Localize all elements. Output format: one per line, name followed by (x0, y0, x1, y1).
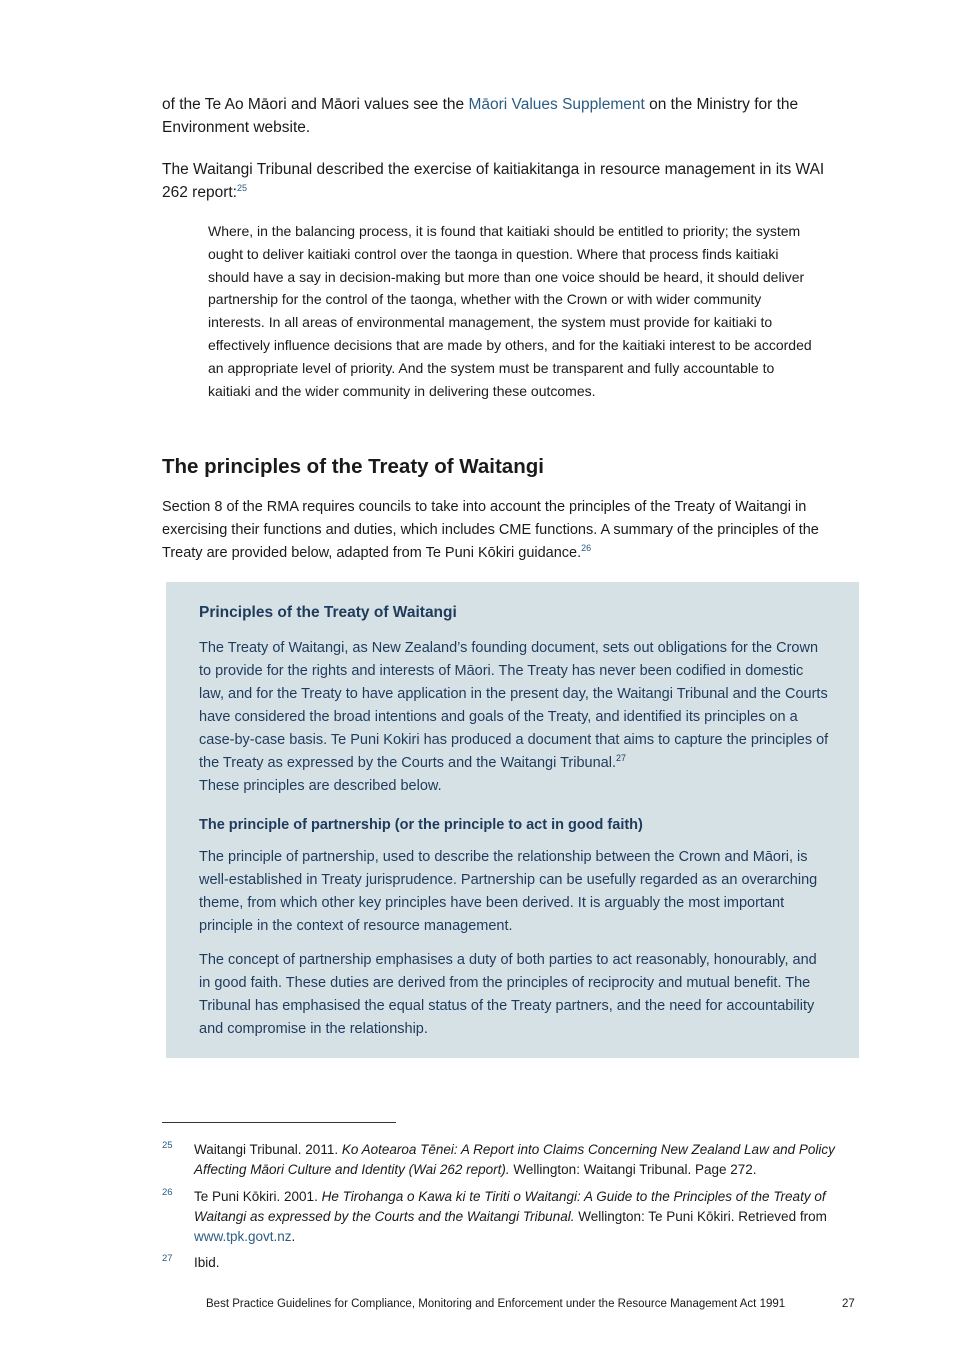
intro-text-2: The Waitangi Tribunal described the exercise of kaitiakitanga in resource management in its WAI 262 report: (162, 161, 825, 201)
principles-callout-box (166, 582, 859, 1058)
box-paragraph-1 (199, 637, 829, 798)
box-paragraph-1-tail: These principles are described below. (199, 778, 442, 794)
footnote-end: . (291, 1229, 296, 1244)
footnote-number: 26 (162, 1187, 173, 1198)
footnote-ref-26[interactable]: 26 (581, 542, 592, 553)
footnote-author: Te Puni Kōkiri. 2001. (194, 1189, 322, 1204)
section-body-text: Section 8 of the RMA requires councils to take into account the principles of the Treaty of Waitangi in exercising their functions and duties, which includes CME functions. A summary of the principles of the Treaty are provided below, adapted from Te Puni Kōkiri guidance. (162, 499, 819, 561)
intro-text-continued: on the Ministry for the Environment website. (162, 96, 799, 136)
box-subheading: The principle of partnership (or the principle to act in good faith) (199, 817, 643, 833)
footnote-divider (162, 1122, 396, 1123)
footnote-title: Ko Aotearoa Tēnei: A Report into Claims Concerning New Zealand Law and Policy Affecting Māori Culture and Identity (Wai 262 report). (194, 1142, 835, 1177)
footnote-author: Waitangi Tribunal. 2011. (194, 1142, 342, 1157)
page-footer (206, 1298, 856, 1310)
footnote-title: He Tirohanga o Kawa ki te Tiriti o Waitangi: A Guide to the Principles of the Treaty of Waitangi as expressed by the Courts and the Waitangi Tribunal. (194, 1189, 826, 1224)
tpk-website-link[interactable]: www.tpk.govt.nz (194, 1229, 292, 1244)
intro-text: of the Te Ao Māori and Māori values see the (162, 96, 469, 113)
box-paragraph-2: The principle of partnership, used to describe the relationship between the Crown and Māori, is well-established in Treaty jurisprudence. Partnership can be usefully regarded as an overarching theme, from which other key principles have been derived. It is arguably the most important principle in the context of resource management. (199, 849, 818, 934)
block-quote: Where, in the balancing process, it is found that kaitiaki should be entitled to priority; the system ought to deliver kaitiaki control over the taonga in question. Where that process finds kaitiaki should have a say in decision-making but more than one voice should be heard, it should deliver partnership for the control of the taonga, whether with the Crown or with wider community interests. In all areas of environmental management, the system must provide for kaitiaki to effectively influence decisions that are made by others, and for the kaitiaki interest to be accorded an appropriate level of priority. And the system must be transparent and fully accountable to kaitiaki and the wider community in delivering these outcomes. (208, 223, 812, 399)
footnote-publisher: Wellington: Te Puni Kōkiri. Retrieved from (574, 1209, 827, 1224)
section-heading: The principles of the Treaty of Waitangi (162, 455, 544, 478)
intro-paragraph-1 (162, 93, 852, 139)
footnote-publisher: Wellington: Waitangi Tribunal. Page 272. (509, 1162, 757, 1177)
box-paragraph-3: The concept of partnership emphasises a duty of both parties to act reasonably, honourably, and in good faith. These duties are derived from the principles of reciprocity and mutual benefit. The Tribunal has emphasised the equal status of the Treaty partners, and the need for accountability and compromise in the relationship. (199, 952, 817, 1037)
footnote-number: 27 (162, 1253, 173, 1264)
footer-title: Best Practice Guidelines for Compliance, Monitoring and Enforcement under the Resource Management Act 1991 (206, 1298, 786, 1310)
footnote-text (194, 1187, 844, 1247)
box-paragraph-1-text: The Treaty of Waitangi, as New Zealand’s founding document, sets out obligations for the Crown to provide for the rights and interests of Māori. The Treaty has never been codified in domestic law, and for the Treaty to have application in the present day, the Waitangi Tribunal and the Courts have considered the broad intentions and goals of the Treaty, and identified its principles on a case-by-case basis. Te Puni Kokiri has produced a document that aims to capture the principles of the Treaty as expressed by the Courts and the Waitangi Tribunal. (199, 640, 829, 771)
page-number: 27 (842, 1298, 855, 1310)
intro-paragraph-2 (162, 158, 852, 204)
section-body (162, 496, 852, 564)
footnote-text: Ibid. (194, 1255, 220, 1270)
footnote-text (194, 1140, 844, 1180)
maori-values-supplement-link[interactable]: Māori Values Supplement (468, 96, 645, 113)
footnote-number: 25 (162, 1140, 173, 1151)
footnote-ref-25[interactable]: 25 (236, 182, 247, 193)
box-title: Principles of the Treaty of Waitangi (199, 604, 457, 621)
footnote-ref-27[interactable]: 27 (615, 753, 626, 764)
